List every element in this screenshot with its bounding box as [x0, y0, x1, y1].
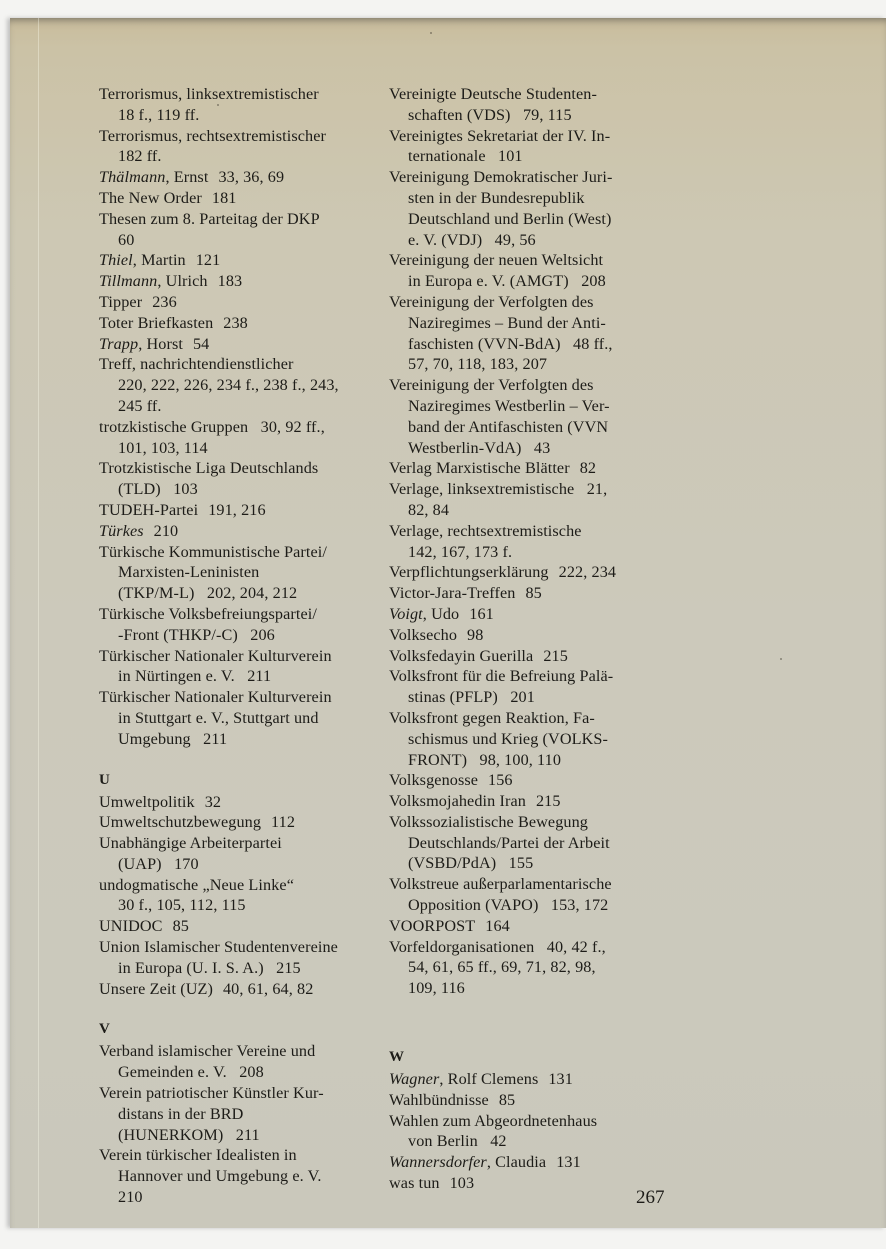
index-entry	[389, 666, 679, 708]
entry-term: Vereinigtes Sekretariat der IV. In-	[389, 126, 611, 145]
index-entry	[389, 583, 679, 604]
entry-continuation: FRONT) 98, 100, 110	[408, 750, 562, 769]
entry-term: Umweltpolitik	[99, 792, 195, 811]
entry-continuation: 18 f., 119 ff.	[118, 105, 200, 124]
entry-term: Verpflichtungserklärung	[389, 563, 549, 582]
index-entry	[99, 916, 381, 937]
entry-continuation: Opposition (VAPO) 153, 172	[408, 896, 609, 915]
entry-continuation: Deutschlands/Partei der Arbeit	[408, 833, 610, 852]
index-entry	[389, 1069, 679, 1090]
index-entry	[99, 334, 381, 355]
index-entry	[99, 979, 381, 1000]
entry-page-refs: 215	[543, 646, 568, 665]
index-entry	[99, 687, 381, 749]
entry-term: Terrorismus, linksextremistischer	[99, 85, 319, 103]
entry-continuation: 57, 70, 118, 183, 207	[408, 355, 548, 374]
entry-term: Volksgenosse	[389, 771, 479, 790]
entry-page-refs: 112	[271, 813, 296, 832]
entry-continuation: von Berlin 42	[408, 1132, 507, 1151]
index-entry	[389, 562, 679, 583]
entry-continuation: sten in der Bundesrepublik	[408, 188, 585, 207]
entry-term: Tipper	[99, 292, 143, 311]
entry-term: Türkischer Nationaler Kulturverein	[99, 646, 332, 665]
entry-continuation: Deutschland und Berlin (West)	[408, 209, 612, 228]
entry-page-refs: 85	[525, 584, 542, 603]
entry-term: Türkischer Nationaler Kulturverein	[99, 688, 332, 707]
entry-page-refs: 131	[556, 1153, 581, 1172]
entry-page-refs: 236	[152, 292, 177, 311]
index-entry	[389, 250, 679, 292]
entry-surname: Wannersdorfer	[389, 1153, 487, 1172]
entry-term: Union Islamischer Studentenvereine	[99, 938, 338, 957]
index-entry	[99, 792, 381, 813]
entry-page-refs: 32	[204, 792, 222, 811]
entry-term: The New Order	[99, 188, 202, 207]
index-column-right	[389, 84, 679, 1194]
entry-continuation: in Europa e. V. (AMGT) 208	[408, 272, 606, 291]
entry-continuation: e. V. (VDJ) 49, 56	[408, 230, 536, 249]
entry-term: Verein patriotischer Künstler Kur-	[99, 1084, 324, 1103]
entry-continuation: 210	[118, 1188, 143, 1207]
section-letter-heading: V	[99, 1021, 110, 1038]
index-entry	[99, 1041, 381, 1083]
entry-term: Unabhängige Arbeiterpartei	[99, 834, 282, 853]
index-entry	[99, 209, 381, 251]
index-entry	[99, 937, 381, 979]
index-entry	[389, 812, 679, 874]
entry-continuation: Westberlin-VdA) 43	[408, 438, 551, 457]
entry-continuation: stinas (PFLP) 201	[408, 688, 535, 707]
entry-continuation: Gemeinden e. V. 208	[118, 1063, 264, 1082]
entry-surname: Türkes	[99, 521, 144, 540]
index-entry	[389, 770, 679, 791]
index-entry	[99, 292, 381, 313]
entry-page-refs: 183	[217, 272, 243, 291]
index-entry	[389, 84, 679, 126]
entry-continuation: Marxisten-Leninisten	[118, 563, 260, 582]
entry-page-refs: 222, 234	[558, 563, 617, 582]
entry-term: Thesen zum 8. Parteitag der DKP	[99, 209, 320, 228]
entry-continuation: -Front (THKP/-C) 206	[118, 625, 275, 644]
entry-continuation: Umgebung 211	[118, 729, 228, 748]
entry-page-refs: 131	[548, 1070, 573, 1089]
index-entry	[99, 126, 381, 168]
entry-continuation: 142, 167, 173 f.	[408, 542, 513, 561]
entry-continuation: distans in der BRD	[118, 1104, 244, 1123]
entry-term: Türkische Volksbefreiungspartei/	[99, 604, 317, 623]
index-entry	[99, 167, 381, 188]
entry-term: Volksecho	[389, 625, 458, 644]
entry-term: Wahlbündnisse	[389, 1090, 489, 1109]
entry-page-refs: 33, 36, 69	[218, 168, 285, 187]
entry-continuation: (HUNERKOM) 211	[118, 1125, 260, 1144]
entry-term: Vereinigte Deutsche Studenten-	[389, 85, 597, 103]
entry-term: undogmatische „Neue Linke“	[99, 875, 294, 894]
entry-continuation: 109, 116	[408, 979, 465, 998]
entry-continuation: (VSBD/PdA) 155	[408, 854, 534, 873]
entry-continuation: in Europa (U. I. S. A.) 215	[118, 958, 301, 977]
entry-term: Volksfront für die Befreiung Palä-	[389, 667, 614, 686]
entry-page-refs: 85	[172, 917, 189, 936]
entry-page-refs: 238	[223, 313, 248, 332]
entry-continuation: Hannover und Umgebung e. V.	[118, 1167, 322, 1186]
paper-speck	[780, 658, 782, 660]
entry-term: Volkssozialistische Bewegung	[389, 812, 588, 831]
entry-surname: Wagner	[389, 1070, 440, 1089]
entry-page-refs: 215	[535, 792, 561, 811]
entry-term: Trotzkistische Liga Deutschlands	[99, 459, 319, 478]
entry-term: Vorfeldorganisationen 40, 42 f.,	[389, 937, 606, 956]
index-entry	[99, 84, 381, 126]
index-entry	[99, 646, 381, 688]
entry-continuation: 220, 222, 226, 234 f., 238 f., 243,	[118, 376, 339, 395]
entry-continuation: 54, 61, 65 ff., 69, 71, 82, 98,	[408, 958, 596, 977]
entry-term: Toter Briefkasten	[99, 313, 214, 332]
entry-term: Terrorismus, rechtsextremistischer	[99, 126, 327, 145]
entry-term: Verlage, linksextremistische 21,	[389, 480, 608, 499]
index-entry	[99, 812, 381, 833]
entry-continuation: (TKP/M-L) 202, 204, 212	[118, 584, 298, 603]
entry-term: Verlag Marxistische Blätter	[389, 459, 570, 478]
index-entry	[389, 791, 679, 812]
entry-term: Treff, nachrichtendienstlicher	[99, 355, 294, 374]
index-entry	[389, 167, 679, 250]
index-entry	[99, 354, 381, 416]
entry-term: Vereinigung der neuen Weltsicht	[389, 251, 604, 270]
entry-continuation: ternationale 101	[408, 147, 523, 166]
entry-continuation: 82, 84	[408, 500, 450, 519]
entry-term: Volksmojahedin Iran	[389, 792, 526, 811]
index-entry	[389, 521, 679, 563]
index-entry	[99, 250, 381, 271]
entry-continuation: Naziregimes Westberlin – Ver-	[408, 396, 610, 415]
entry-term: Vereinigung der Verfolgten des	[389, 292, 594, 311]
index-entry	[99, 188, 381, 209]
entry-given-name: , Ulrich	[157, 272, 208, 291]
entry-surname: Thälmann	[99, 168, 166, 187]
index-entry	[389, 458, 679, 479]
entry-term: TUDEH-Partei	[99, 500, 199, 519]
entry-given-name: , Claudia	[486, 1153, 547, 1172]
entry-page-refs: 82	[579, 459, 597, 478]
entry-term: Victor-Jara-Treffen	[389, 584, 516, 603]
entry-term: Unsere Zeit (UZ)	[99, 979, 213, 998]
entry-continuation: 101, 103, 114	[118, 438, 208, 457]
index-entry	[389, 874, 679, 916]
entry-page-refs: 161	[469, 604, 494, 623]
entry-surname: Voigt	[389, 604, 423, 623]
entry-page-refs: 103	[449, 1174, 475, 1193]
index-entry	[99, 1083, 381, 1145]
entry-page-refs: 121	[195, 251, 221, 270]
index-entry	[99, 833, 381, 875]
index-entry	[99, 542, 381, 604]
entry-page-refs: 40, 61, 64, 82	[222, 979, 314, 998]
entry-term: Verein türkischer Idealisten in	[99, 1146, 297, 1165]
index-entry	[389, 375, 679, 458]
paper-speck	[430, 32, 432, 34]
entry-continuation: (TLD) 103	[118, 480, 198, 499]
section-letter-heading: U	[99, 771, 110, 788]
entry-continuation: band der Antifaschisten (VVN	[408, 417, 609, 436]
index-entry	[389, 126, 679, 168]
entry-continuation: in Nürtingen e. V. 211	[118, 667, 272, 686]
index-entry	[389, 1111, 679, 1153]
entry-page-refs: 191, 216	[208, 500, 266, 519]
entry-page-refs: 210	[153, 521, 179, 540]
entry-given-name: , Horst	[138, 334, 183, 353]
index-entry	[99, 521, 381, 542]
entry-surname: Thiel	[99, 251, 133, 270]
entry-term: was tun	[389, 1174, 440, 1193]
entry-given-name: , Rolf Clemens	[439, 1070, 539, 1089]
entry-term: VOORPOST	[389, 916, 476, 935]
entry-page-refs: 98	[467, 625, 484, 644]
index-entry	[99, 875, 381, 917]
index-entry	[389, 708, 679, 770]
entry-term: Verlage, rechtsextremistische	[389, 521, 582, 540]
index-entry	[389, 646, 679, 667]
index-column-left	[99, 84, 381, 1208]
entry-continuation: 30 f., 105, 112, 115	[118, 896, 246, 915]
entry-term: Wahlen zum Abgeordnetenhaus	[389, 1111, 598, 1130]
index-entry	[99, 458, 381, 500]
index-entry	[389, 292, 679, 375]
entry-continuation: 182 ff.	[118, 147, 162, 166]
page-number: 267	[636, 1187, 665, 1208]
entry-page-refs: 85	[498, 1090, 516, 1109]
entry-surname: Trapp	[99, 334, 139, 353]
entry-continuation: faschisten (VVN-BdA) 48 ff.,	[408, 334, 613, 353]
entry-term: Vereinigung der Verfolgten des	[389, 376, 594, 395]
entry-term: Vereinigung Demokratischer Juri-	[389, 168, 613, 187]
entry-continuation: 245 ff.	[118, 396, 162, 415]
entry-term: UNIDOC	[99, 917, 163, 936]
entry-term: trotzkistische Gruppen 30, 92 ff.,	[99, 417, 325, 436]
entry-page-refs: 156	[488, 771, 513, 790]
entry-term: Volkstreue außerparlamentarische	[389, 875, 612, 894]
entry-continuation: Naziregimes – Bund der Anti-	[408, 313, 606, 332]
entry-given-name: , Martin	[132, 251, 186, 270]
entry-term: Volksfront gegen Reaktion, Fa-	[389, 708, 595, 727]
index-entry	[99, 1145, 381, 1207]
entry-continuation: schaften (VDS) 79, 115	[408, 105, 572, 124]
entry-continuation: 60	[118, 230, 135, 249]
index-entry	[99, 271, 381, 292]
entry-continuation: schismus und Krieg (VOLKS-	[408, 729, 608, 748]
index-entry	[99, 417, 381, 459]
index-entry	[389, 937, 679, 999]
entry-page-refs: 164	[485, 916, 510, 935]
entry-continuation: (UAP) 170	[118, 854, 199, 873]
entry-term: Verband islamischer Vereine und	[99, 1042, 316, 1061]
index-entry	[389, 604, 679, 625]
index-entry	[99, 313, 381, 334]
entry-term: Volksfedayin Guerilla	[389, 646, 534, 665]
entry-given-name: , Ernst	[165, 168, 209, 187]
index-entry	[389, 479, 679, 521]
section-letter-heading: W	[389, 1049, 405, 1066]
entry-term: Umweltschutzbewegung	[99, 813, 262, 832]
index-entry	[389, 916, 679, 937]
index-entry	[389, 1090, 679, 1111]
entry-surname: Tillmann	[99, 272, 158, 291]
entry-given-name: , Udo	[422, 604, 460, 623]
index-entry	[99, 604, 381, 646]
index-entry	[389, 625, 679, 646]
entry-term: Türkische Kommunistische Partei/	[99, 542, 327, 561]
entry-continuation: in Stuttgart e. V., Stuttgart und	[118, 708, 319, 727]
index-entry	[389, 1152, 679, 1173]
index-entry	[99, 500, 381, 521]
entry-page-refs: 181	[211, 188, 237, 207]
entry-page-refs: 54	[192, 334, 210, 353]
